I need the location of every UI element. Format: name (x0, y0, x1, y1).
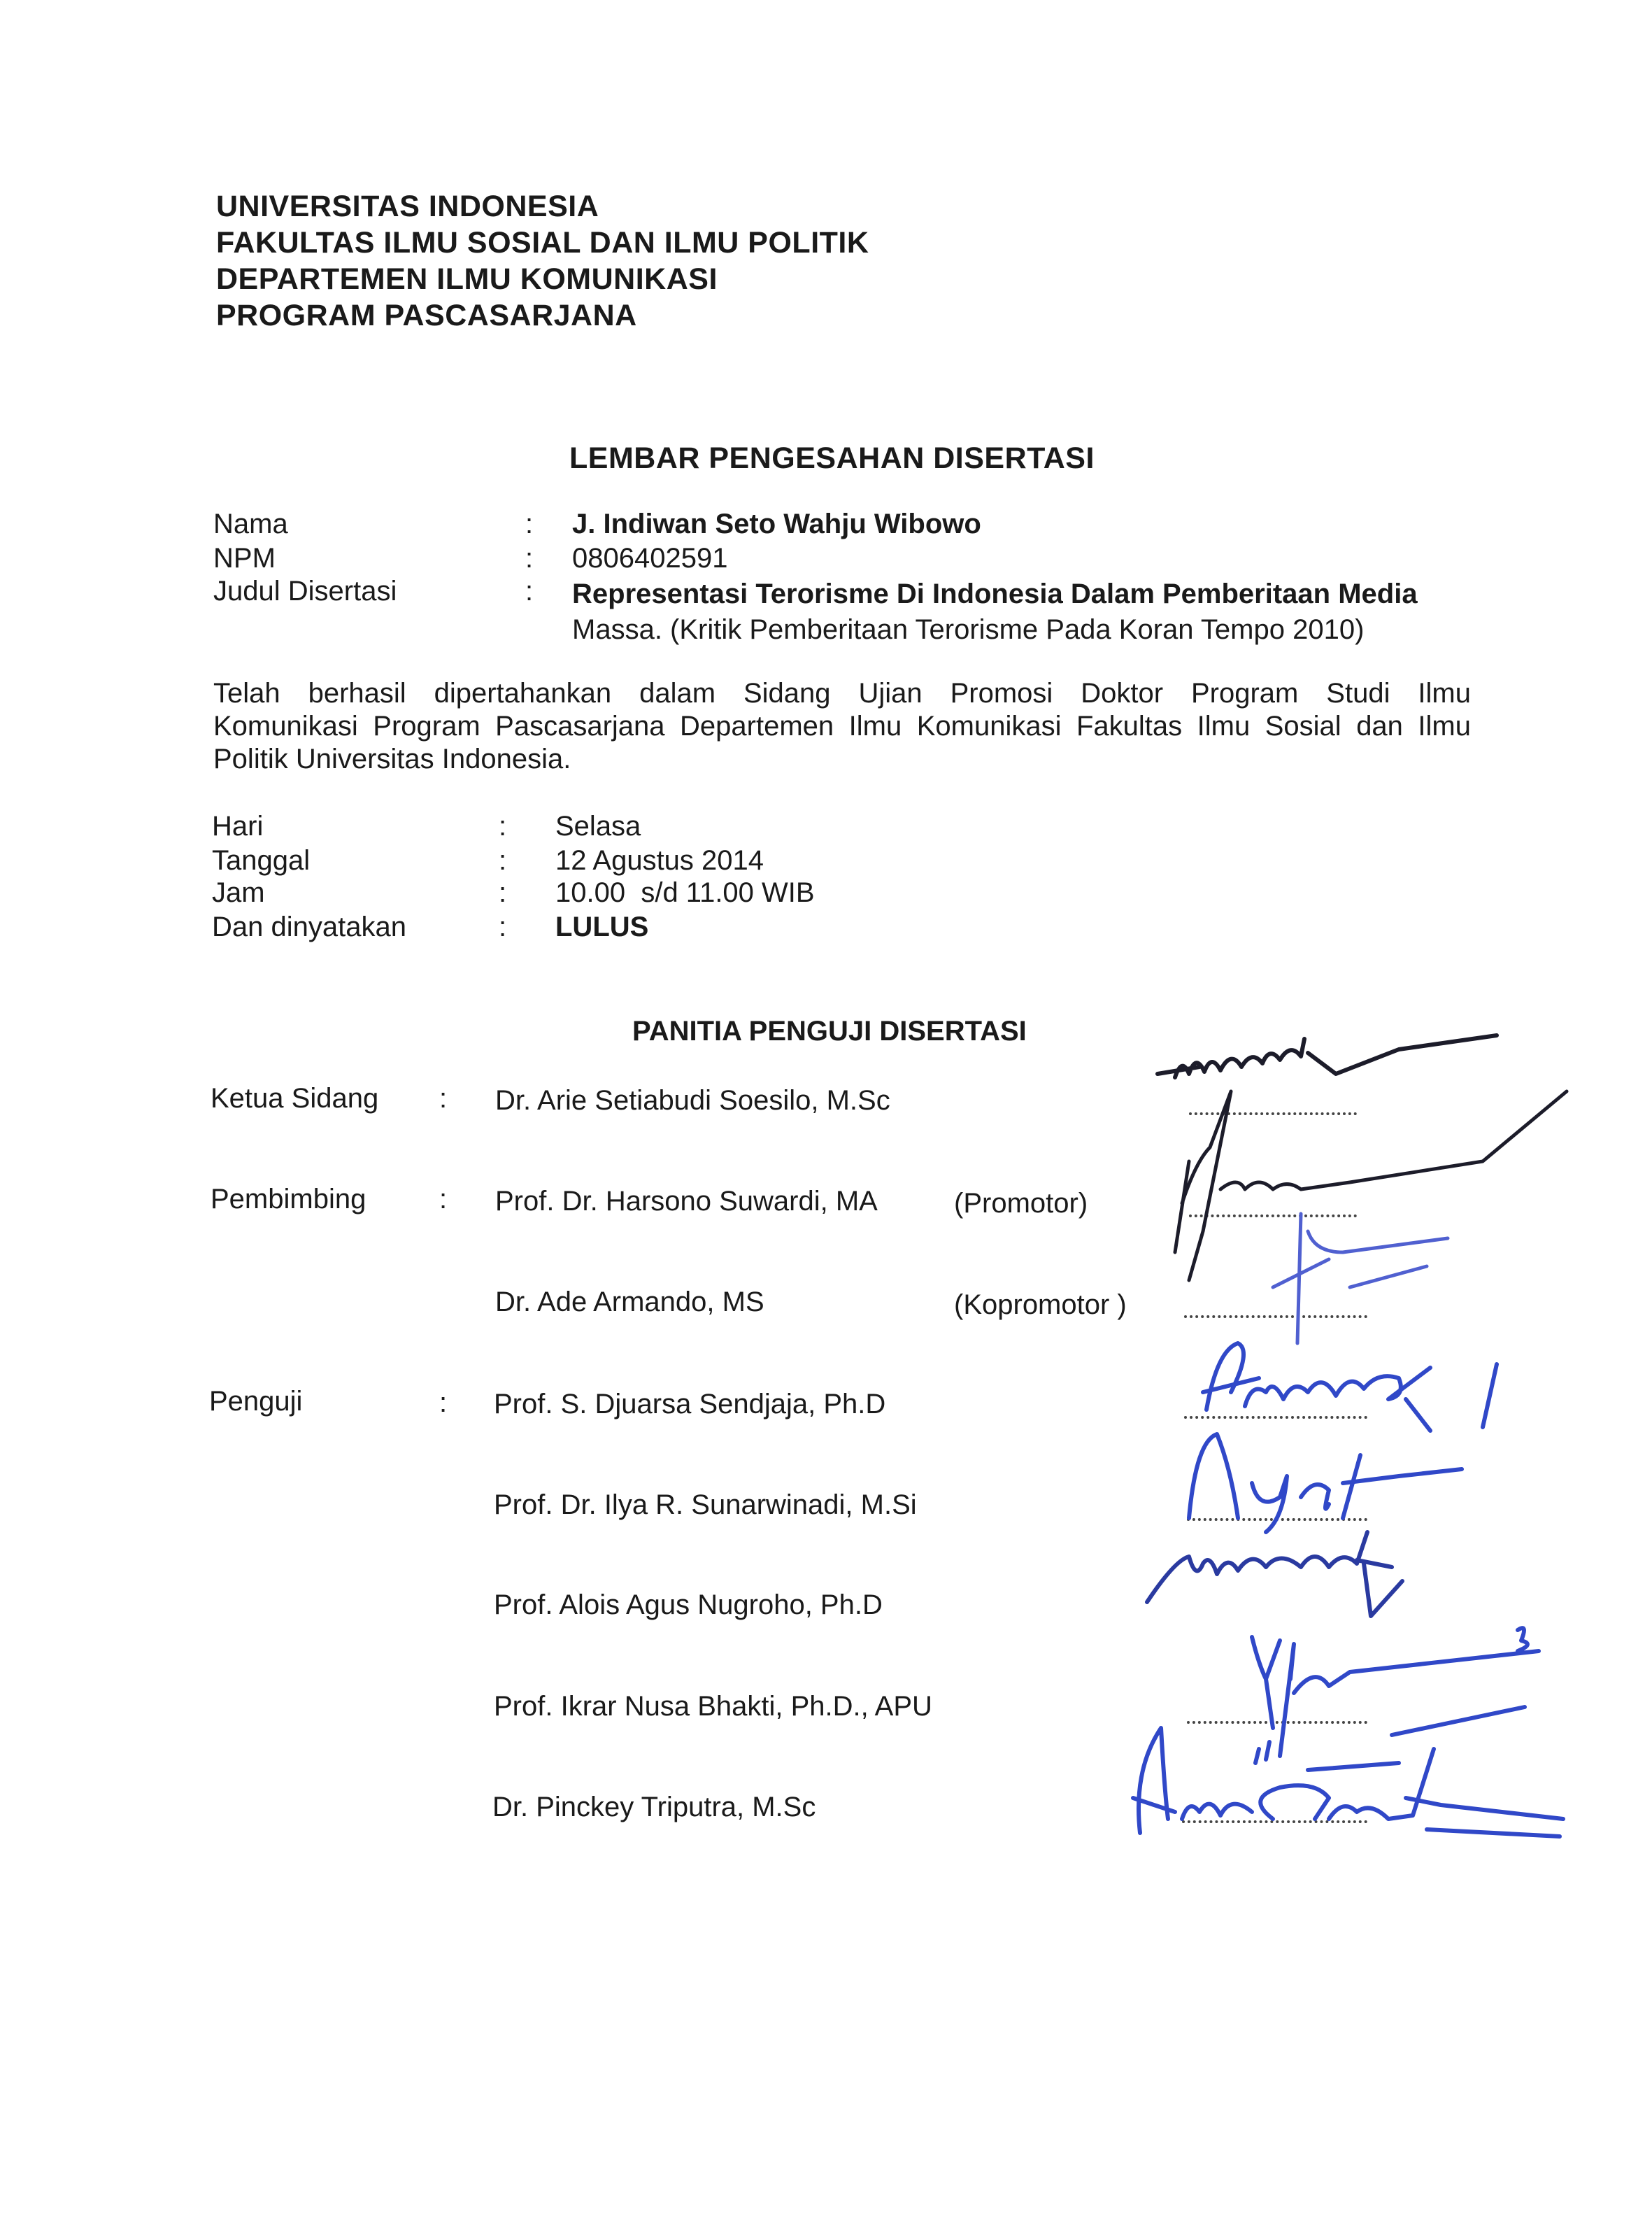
nama-value: J. Indiwan Seto Wahju Wibowo (572, 509, 981, 539)
signature-ketua (1158, 1035, 1497, 1077)
signature-line (1187, 1721, 1367, 1724)
colon: : (499, 877, 507, 908)
colon: : (525, 543, 534, 574)
signature-promotor (1175, 1091, 1567, 1280)
signature-penguji-2 (1189, 1434, 1462, 1532)
defense-statement (213, 677, 1471, 776)
member-name: Dr. Ade Armando, MS (495, 1287, 764, 1317)
colon: : (439, 1083, 448, 1114)
statement-line: Politik Universitas Indonesia. (213, 744, 571, 774)
jam-label: Jam (212, 877, 265, 908)
pembimbing-label: Pembimbing (211, 1184, 366, 1214)
colon: : (499, 811, 507, 842)
signature-line (1187, 1518, 1367, 1521)
member-name: Prof. S. Djuarsa Sendjaja, Ph.D (494, 1389, 886, 1419)
department-name: DEPARTEMEN ILMU KOMUNIKASI (216, 262, 718, 296)
judul-line-2: Massa. (Kritik Pemberitaan Terorisme Pada Koran Tempo 2010) (572, 614, 1365, 645)
signature-kopromotor (1273, 1214, 1448, 1343)
member-name: Dr. Arie Setiabudi Soesilo, M.Sc (495, 1085, 890, 1116)
signature-line (1182, 1820, 1367, 1823)
signature-penguji-3 (1147, 1532, 1402, 1616)
signature-line (1189, 1112, 1357, 1115)
dinyatakan-label: Dan dinyatakan (212, 912, 406, 942)
tanggal-label: Tanggal (212, 845, 311, 876)
hari-label: Hari (212, 811, 264, 842)
npm-label: NPM (213, 543, 276, 574)
member-name: Prof. Ikrar Nusa Bhakti, Ph.D., APU (494, 1691, 932, 1722)
judul-line-1: Representasi Terorisme Di Indonesia Dalam Pemberitaan Media (572, 579, 1418, 609)
program-name: PROGRAM PASCASARJANA (216, 299, 637, 332)
hari-value: Selasa (555, 811, 641, 842)
colon: : (525, 576, 534, 607)
committee-title: PANITIA PENGUJI DISERTASI (632, 1016, 1027, 1047)
signature-line (1184, 1416, 1367, 1419)
colon: : (439, 1387, 448, 1418)
tanggal-value: 12 Agustus 2014 (555, 845, 764, 876)
member-role: (Promotor) (954, 1188, 1088, 1219)
signature-line (1184, 1315, 1367, 1318)
colon: : (525, 509, 534, 539)
colon: : (499, 845, 507, 876)
signature-line (1189, 1214, 1357, 1217)
member-name: Dr. Pinckey Triputra, M.Sc (492, 1792, 816, 1822)
jam-value: 10.00 s/d 11.00 WIB (555, 877, 815, 908)
signature-penguji-4 (1252, 1628, 1539, 1756)
npm-value: 0806402591 (572, 543, 728, 574)
judul-label: Judul Disertasi (213, 576, 397, 607)
ketua-label: Ketua Sidang (211, 1083, 379, 1114)
member-name: Prof. Dr. Harsono Suwardi, MA (495, 1186, 878, 1217)
result-value: LULUS (555, 912, 649, 942)
statement-line: Telah berhasil dipertahankan dalam Sidang Ujian Promosi Doktor Program Studi Ilmu (213, 678, 1471, 709)
statement-line: Komunikasi Program Pascasarjana Departemen Ilmu Komunikasi Fakultas Ilmu Sosial dan Ilmu (213, 711, 1471, 742)
university-name: UNIVERSITAS INDONESIA (216, 190, 599, 223)
member-name: Prof. Dr. Ilya R. Sunarwinadi, M.Si (494, 1489, 917, 1520)
member-name: Prof. Alois Agus Nugroho, Ph.D (494, 1589, 883, 1620)
nama-label: Nama (213, 509, 288, 539)
faculty-name: FAKULTAS ILMU SOSIAL DAN ILMU POLITIK (216, 226, 869, 260)
colon: : (499, 912, 507, 942)
colon: : (439, 1184, 448, 1214)
penguji-label: Penguji (209, 1386, 303, 1417)
member-role: (Kopromotor ) (954, 1289, 1127, 1320)
page-title: LEMBAR PENGESAHAN DISERTASI (569, 441, 1095, 475)
